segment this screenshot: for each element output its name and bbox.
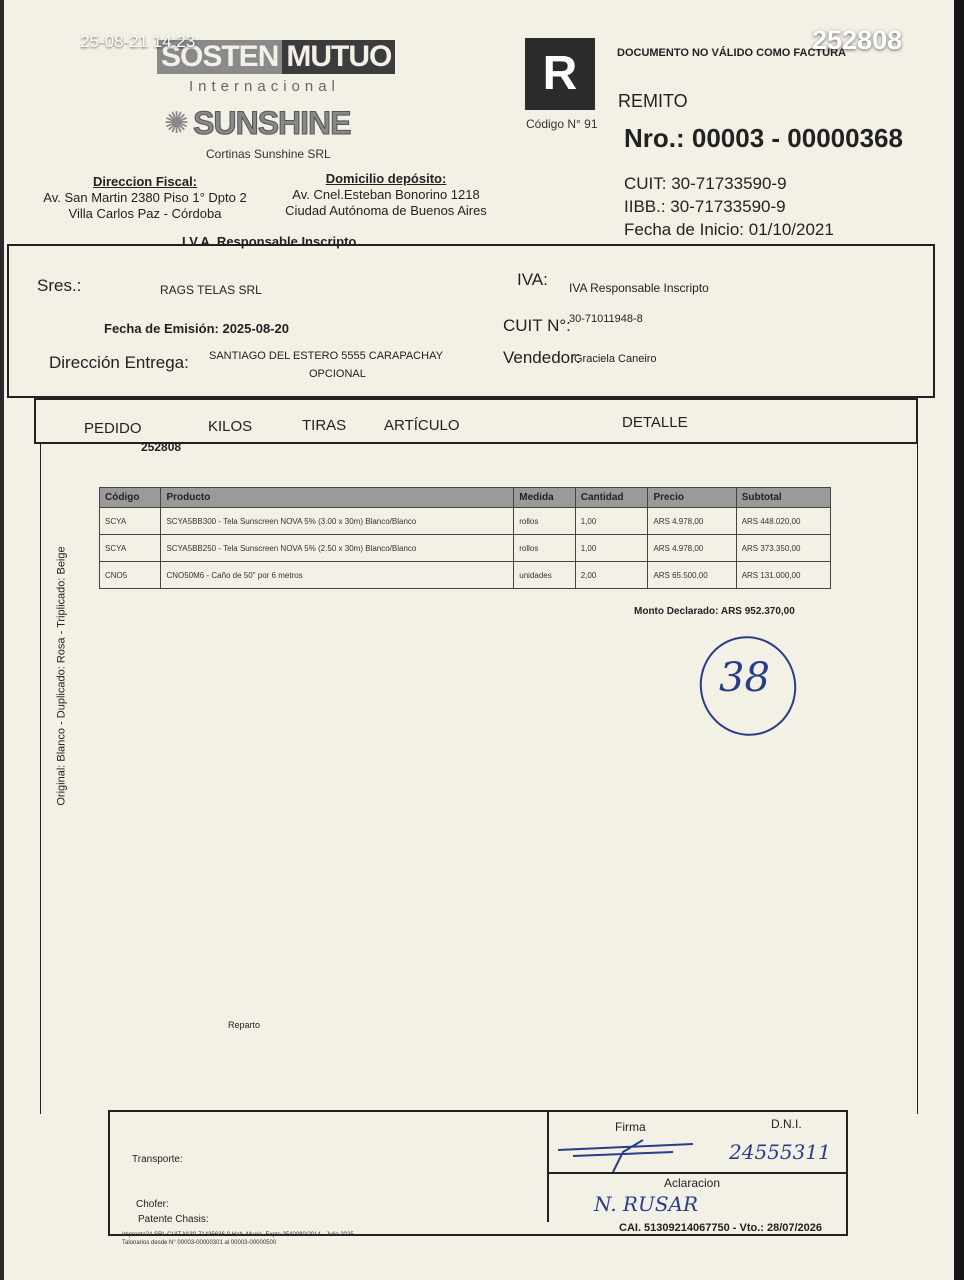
items-table: [99, 487, 831, 589]
cuit-value: 30-71011948-8: [569, 313, 643, 325]
dni-value: 24555311: [729, 1140, 831, 1164]
copy-colors-note: Original: Blanco - Duplicado: Rosa - Triplicado: Beige: [55, 546, 68, 806]
aclaracion-value: N. RUSAR: [594, 1192, 699, 1216]
iva-label: IVA:: [517, 270, 548, 289]
aclaracion-box: [547, 1172, 850, 1222]
cuit-label: CUIT N°:: [503, 316, 571, 335]
doc-letter-box: R: [525, 38, 595, 110]
vendedor-label: Vendedor:: [503, 348, 581, 367]
reparto-label: Reparto: [228, 1020, 261, 1030]
monto-declarado: Monto Declarado: ARS 952.370,00: [634, 606, 795, 617]
logo-sosten-mutuo: SOSTEN MUTUO: [157, 40, 395, 74]
imprenta-note: Imprenta24 SRL CUIT N°30-71435636-0 Hab. Munic. Expte 3540080/2014 - Julio 2025 Talonarios desde N° 00003-00000301 al 00003-00000500: [122, 1232, 354, 1246]
col-pedido: PEDIDO: [84, 420, 142, 437]
remito-document: [4, 0, 954, 1280]
chofer-label: Chofer:: [136, 1199, 169, 1210]
fecha-emision: Fecha de Emisión: 2025-08-20: [104, 321, 289, 336]
table-row: SCYA SCYA5BB250 - Tela Sunscreen NOVA 5% (2.50 x 30m) Blanco/Blanco rollos 1,00 ARS 4.978,00 ARS 373.350,00: [100, 535, 831, 562]
doc-number: Nro.: 00003 - 00000368: [624, 123, 903, 153]
company-name: Cortinas Sunshine SRL: [206, 147, 331, 161]
columns-header: [34, 398, 918, 444]
table-row: SCYA SCYA5BB300 - Tela Sunscreen NOVA 5% (3.00 x 30m) Blanco/Blanco rollos 1,00 ARS 4.978,00 ARS 448.020,00: [100, 508, 831, 535]
client-box: [7, 244, 935, 398]
iva-value: IVA Responsable Inscripto: [569, 281, 709, 295]
deposit-address: Domicilio depósito: Av. Cnel.Esteban Bonorino 1218 Ciudad Autónoma de Buenos Aires: [285, 171, 487, 218]
codigo-number: Código N° 91: [526, 117, 598, 131]
direccion-value-2: OPCIONAL: [309, 368, 366, 380]
direccion-label: Dirección Entrega:: [49, 353, 189, 372]
logo-internacional: Internacional: [189, 78, 340, 95]
transporte-label: Transporte:: [132, 1154, 183, 1165]
no-valido-notice: DOCUMENTO NO VÁLIDO COMO FACTURA: [617, 47, 846, 59]
col-kilos: KILOS: [208, 418, 253, 435]
patente-label: Patente Chasis:: [138, 1214, 209, 1225]
col-articulo: ARTÍCULO: [384, 417, 460, 434]
aclaracion-label: Aclaracion: [664, 1176, 721, 1190]
signature-mark: [553, 1130, 703, 1174]
items-header-row: Código Producto Medida Cantidad Precio Subtotal: [100, 488, 831, 508]
col-detalle: DETALLE: [622, 414, 688, 431]
logo-sunshine: ✺ SUNSHINE: [164, 105, 351, 141]
sres-value: RAGS TELAS SRL: [160, 283, 262, 297]
sres-label: Sres.:: [37, 276, 82, 295]
iva-condition: I.V.A. Responsable Inscripto: [182, 234, 357, 249]
signature-box: [547, 1110, 848, 1174]
firma-label: Firma: [615, 1120, 646, 1134]
doc-type: REMITO: [618, 91, 688, 111]
table-row: CNO5 CNO50M6 - Caño de 50" por 6 metros unidades 2,00 ARS 65.500,00 ARS 131.000,00: [100, 562, 831, 589]
cai-number: CAI. 51309214067750 - Vto.: 28/07/2026: [619, 1222, 823, 1234]
fiscal-address: Direccion Fiscal: Av. San Martin 2380 Piso 1° Dpto 2 Villa Carlos Paz - Córdoba: [43, 174, 247, 221]
direccion-value: SANTIAGO DEL ESTERO 5555 CARAPACHAY: [209, 350, 443, 362]
vendedor-value: Graciela Caneiro: [574, 353, 657, 365]
pedido-number: 252808: [141, 440, 182, 454]
issuer-tax-info: CUIT: 30-71733590-9 IIBB.: 30-71733590-9 Fecha de Inicio: 01/10/2021: [624, 174, 834, 239]
handwritten-number: 38: [719, 655, 770, 701]
col-tiras: TIRAS: [302, 417, 347, 434]
sun-icon: ✺: [164, 107, 190, 140]
dni-label: D.N.I.: [771, 1117, 802, 1131]
photo-timestamp: 25-08-21 14:23: [80, 32, 196, 51]
photo-label-number: 252808: [812, 25, 903, 55]
